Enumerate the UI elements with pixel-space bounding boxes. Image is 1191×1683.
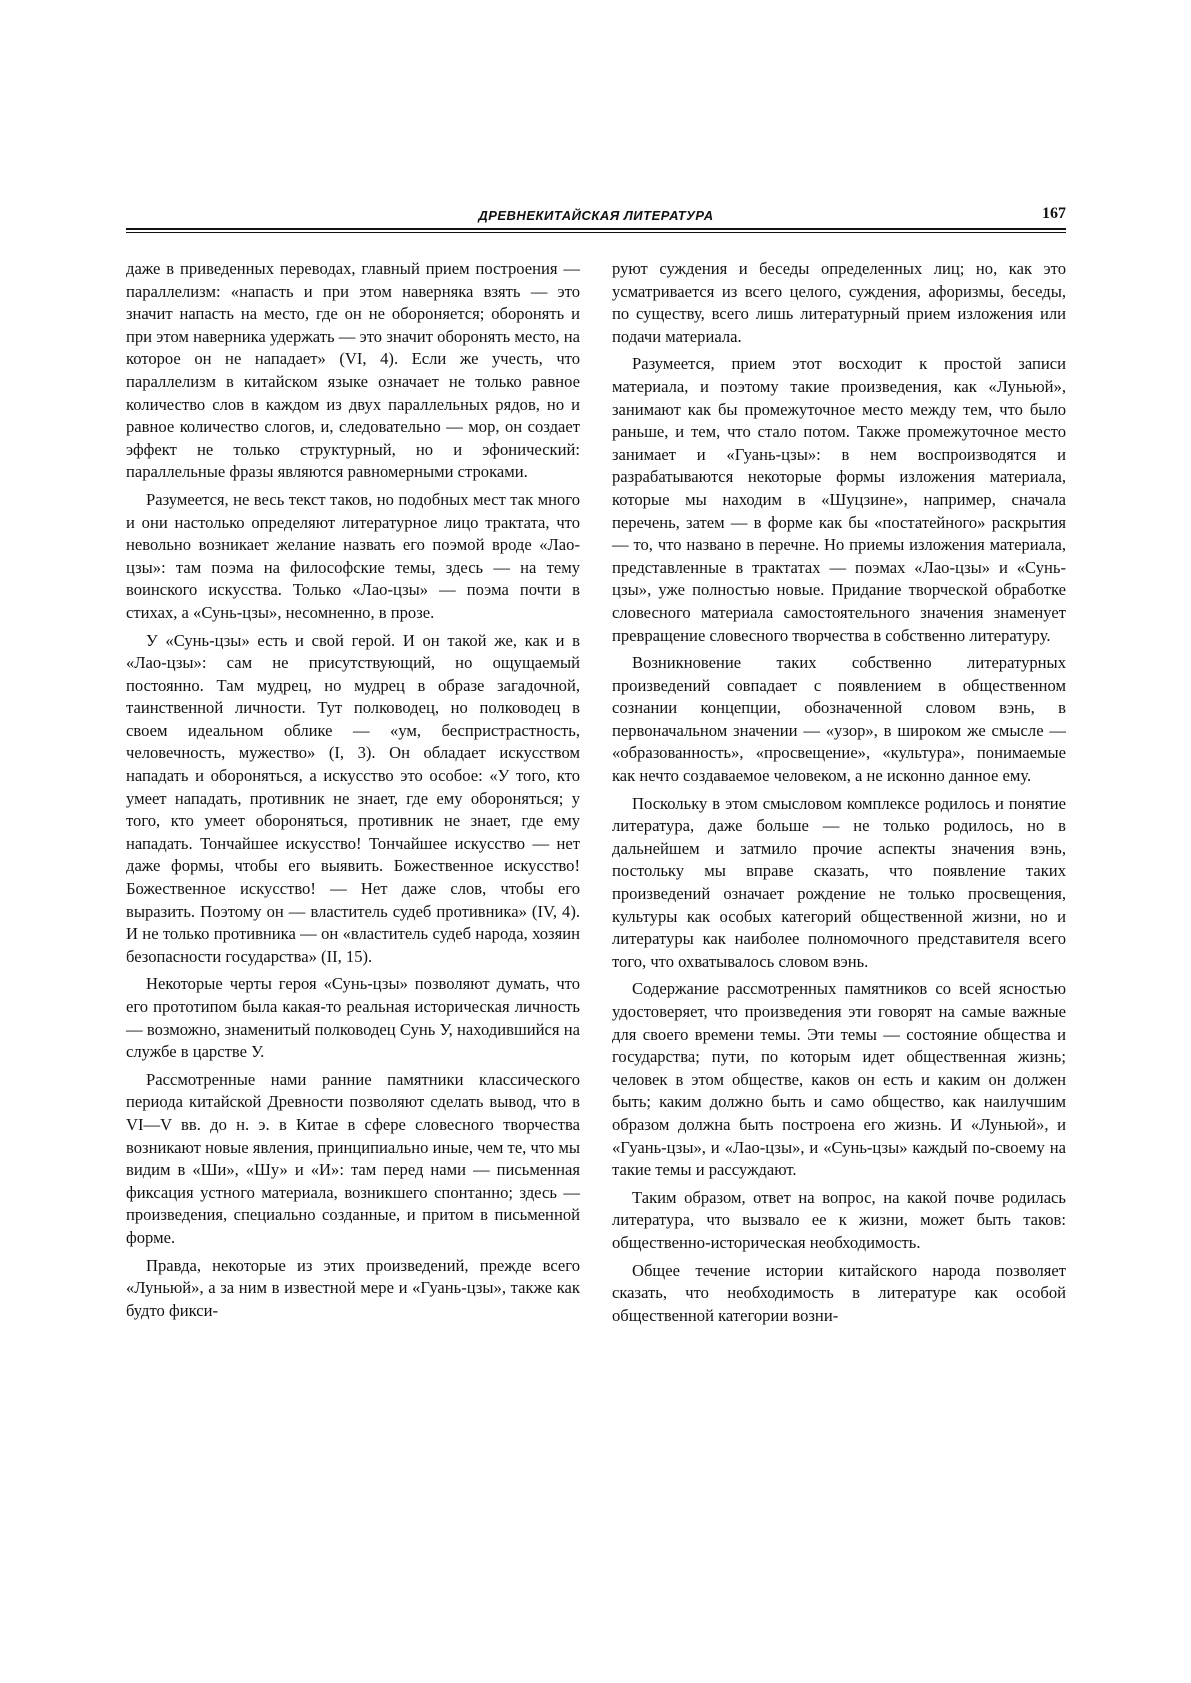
running-head xyxy=(126,200,1066,228)
left-column xyxy=(126,258,580,1332)
paragraph: Поскольку в этом смысловом комплексе родилось и понятие литература, даже больше — не только родилось, но в дальнейшем и затмило прочие аспекты значения вэнь, постольку мы вправе сказать, что появление таких произведений означает рождение не только просвещения, культуры как особых категорий общественной жизни, но и литературы как наиболее полномочного представителя всего того, что охватывалось словом вэнь. xyxy=(612,793,1066,971)
paragraph: Рассмотренные нами ранние памятники классического периода китайской Древности позволяют сделать вывод, что в VI—V вв. до н. э. в Китае в сфере словесного творчества возникают новые явления, принципиально иные, чем те, что мы видим в «Ши», «Шу» и «И»: там перед нами — письменная фиксация устного материала, возникшего спонтанно; здесь — произведения, специально созданные, и притом в письменной форме. xyxy=(126,1069,580,1247)
book-page xyxy=(126,200,1066,1540)
header-rule xyxy=(126,228,1066,230)
paragraph: Содержание рассмотренных памятников со всей ясностью удостоверяет, что произведения эти говорят на самые важные для своего времени темы. Эти темы — состояние общества и государства; пути, по которым идет общественная жизнь; человек в этом обществе, каков он есть и каким он должен быть; каким должно быть и само общество, как наилучшим образом должна быть построена его жизнь. И «Луньюй», и «Гуань-цзы», и «Лао-цзы», и «Сунь-цзы» каждый по-своему на такие темы и рассуждают. xyxy=(612,979,1066,1180)
paragraph: Таким образом, ответ на вопрос, на какой почве родилась литература, что вызвало ее к жизни, может быть таков: общественно-историческая необходимость. xyxy=(612,1187,1066,1252)
text-columns xyxy=(126,258,1066,1332)
header-rule-thin xyxy=(126,232,1066,233)
running-title: ДРЕВНЕКИТАЙСКАЯ ЛИТЕРАТУРА xyxy=(478,208,714,223)
paragraph: Некоторые черты героя «Сунь-цзы» позволяют думать, что его прототипом была какая-то реальная историческая личность — возможно, знаменитый полководец Сунь У, находившийся на службе в царстве У. xyxy=(126,974,580,1062)
paragraph: У «Сунь-цзы» есть и свой герой. И он такой же, как и в «Лао-цзы»: сам не присутствующий, но ощущаемый постоянно. Там мудрец, но мудрец в образе загадочной, таинственной личности. Тут полководец, но полководец в своем идеальном облике — «ум, беспристрастность, человечность, мужество» (I, 3). Он обладает искусством нападать и обороняться, а искусство это особое: «У того, кто умеет нападать, противник не знает, где ему обороняться; у того, кто умеет обороняться, противник не знает, где ему нападать. Тончайшее искусство! Тончайшее искусство — нет даже формы, чтобы его выявить. Божественное искусство! Божественное искусство! — Нет даже слов, чтобы его выразить. Поэтому он — властитель судеб противника» (IV, 4). И не только противника — он «властитель судеб народа, хозяин безопасности государства» (II, 15). xyxy=(126,630,580,966)
paragraph: Возникновение таких собственно литературных произведений совпадает с появлением в общественном сознании концепции, обозначенной словом вэнь, в первоначальном значении — «узор», в широком же смысле — «образованность», «просвещение», «культура», понимаемые как нечто создаваемое человеком, а не исконно данное ему. xyxy=(612,653,1066,786)
paragraph: Разумеется, прием этот восходит к простой записи материала, и поэтому такие произведения, как «Луньюй», занимают как бы промежуточное место между тем, что было раньше, и тем, что стало потом. Также промежуточное место занимает и «Гуань-цзы»: в нем воспроизводятся и разрабатываются некоторые формы изложения материала, которые мы находим в «Шуцзине», например, сначала перечень, затем — в форме как бы «постатейного» раскрытия — то, что названо в перечне. Но приемы изложения материала, представленные в трактатах — поэмах «Лао-цзы» и «Сунь-цзы», уже полностью новые. Придание творческой обработке словесного материала самостоятельного значения знаменует превращение словесного творчества в собственно литературу. xyxy=(612,354,1066,645)
paragraph: Общее течение истории китайского народа позволяет сказать, что необходимость в литературе как особой общественной категории возни- xyxy=(612,1260,1066,1325)
paragraph: руют суждения и беседы определенных лиц; но, как это усматривается из всего целого, суждения, афоризмы, беседы, по существу, всего лишь литературный прием изложения или подачи материала. xyxy=(612,259,1066,346)
paragraph: даже в приведенных переводах, главный прием построения — параллелизм: «напасть и при этом наверняка взять — это значит напасть на место, где он не обороняется; оборонять и при этом наверника удержать — это значит оборонять место, на которое он не нападает» (VI, 4). Если же учесть, что параллелизм в китайском языке означает не только равное количество слов в каждом из двух параллельных рядов, но и равное количество слогов, и, следовательно — мор, он создает эффект не только структурный, но и эфонический: параллельные фразы являются равномерными строками. xyxy=(126,259,580,482)
right-column xyxy=(612,258,1066,1332)
paragraph: Правда, некоторые из этих произведений, прежде всего «Луньюй», а за ним в известной мере и «Гуань-цзы», также как будто фикси- xyxy=(126,1255,580,1320)
page-number: 167 xyxy=(1042,205,1066,222)
paragraph: Разумеется, не весь текст таков, но подобных мест так много и они настолько определяют литературное лицо трактата, что невольно возникает желание назвать его поэмой вроде «Лао-цзы»: там поэма на философские темы, здесь — на тему воинского искусства. Только «Лао-цзы» — поэма почти в стихах, а «Сунь-цзы», несомненно, в прозе. xyxy=(126,489,580,622)
